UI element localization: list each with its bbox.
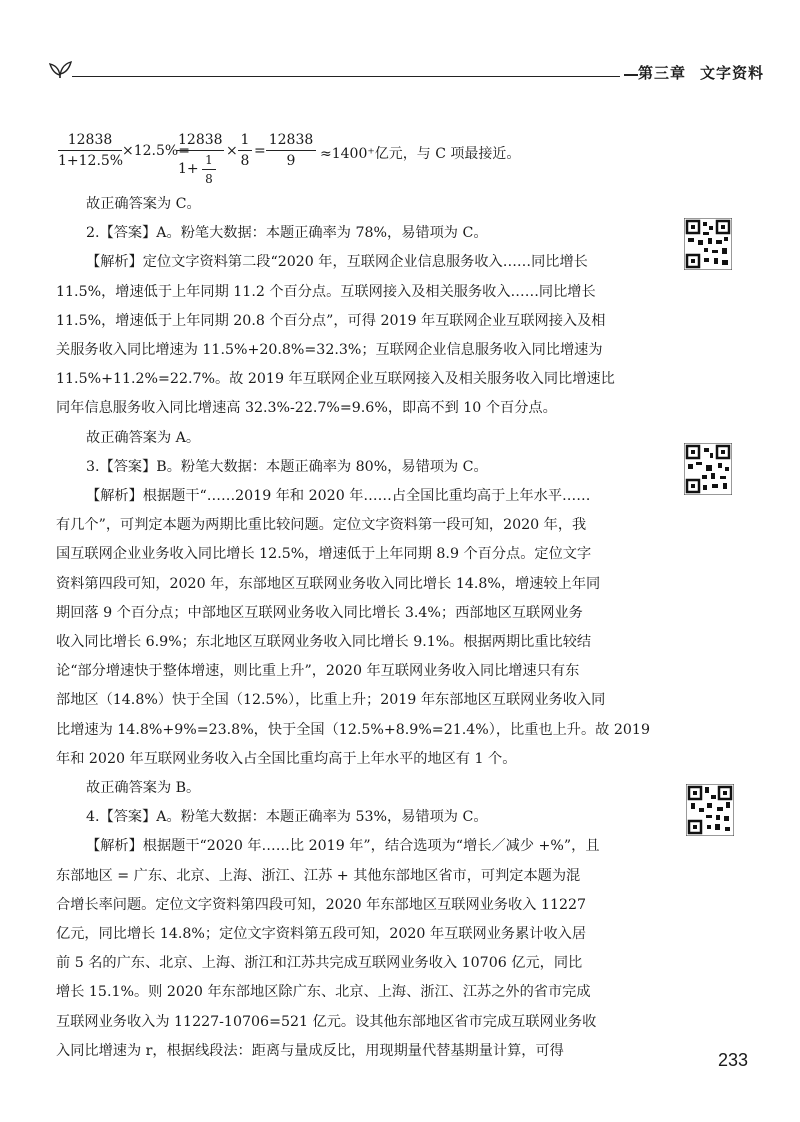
fraction-1: 12838 1+12.5% xyxy=(58,132,124,169)
text-line: 11.5%，增速低于上年同期 20.8 个百分点”，可得 2019 年互联网企业互联网接入及相 xyxy=(56,312,606,329)
text-line: 故正确答案为 B。 xyxy=(86,780,201,797)
text-line: 合增长率问题。定位文字资料第四段可知，2020 年东部地区互联网业务收入 11227 xyxy=(56,896,587,913)
text-line: 2.【答案】A。粉笔大数据：本题正确率为 78%，易错项为 C。 xyxy=(86,225,488,242)
text-line: 部地区（14.8%）快于全国（12.5%），比重上升；2019 年东部地区互联网业务收入同 xyxy=(56,692,606,709)
formula-equals: = xyxy=(254,143,266,159)
header-dash xyxy=(624,74,638,76)
text-line: 东部地区 = 广东、北京、上海、浙江、江苏 + 其他东部地区省市，可判定本题为混 xyxy=(56,867,581,884)
text-line: 增长 15.1%。则 2020 年东部地区除广东、北京、上海、浙江、江苏之外的省市完成 xyxy=(56,984,591,1001)
text-line: 国互联网企业业务收入同比增长 12.5%，增速低于上年同期 8.9 个百分点。定位文字 xyxy=(56,546,592,563)
text-line: 3.【答案】B。粉笔大数据：本题正确率为 80%，易错项为 C。 xyxy=(86,458,488,475)
qr-code-icon[interactable] xyxy=(684,218,732,270)
text-line: 【解析】根据题干“……2019 年和 2020 年……占全国比重均高于上年水平…… xyxy=(86,488,591,505)
formula-line xyxy=(58,120,658,195)
leaf-icon xyxy=(46,58,74,84)
text-line: 11.5%，增速低于上年同期 11.2 个百分点。互联网接入及相关服务收入……同比增长 xyxy=(56,283,596,300)
chapter-number: 第三章 xyxy=(638,64,687,82)
text-line: 4.【答案】A。粉笔大数据：本题正确率为 53%，易错项为 C。 xyxy=(86,809,488,826)
text-line: 期回落 9 个百分点；中部地区互联网业务收入同比增长 3.4%；西部地区互联网业务 xyxy=(56,604,583,621)
text-line: 收入同比增长 6.9%；东北地区互联网业务收入同比增长 9.1%。根据两期比重比较结 xyxy=(56,634,592,651)
text-line: 资料第四段可知，2020 年，东部地区互联网业务收入同比增长 14.8%，增速较上年同 xyxy=(56,575,601,592)
text-line: 年和 2020 年互联网业务收入占全国比重均高于上年水平的地区有 1 个。 xyxy=(56,750,517,767)
text-line: 前 5 名的广东、北京、上海、浙江和江苏共完成互联网业务收入 10706 亿元，同比 xyxy=(56,955,583,972)
text-line: 【解析】根据题干“2020 年……比 2019 年”，结合选项为“增长／减少 +%”，且 xyxy=(86,838,600,855)
text-line: 亿元，同比增长 14.8%；定位文字资料第五段可知，2020 年互联网业务累计收入居 xyxy=(56,926,587,943)
header-rule xyxy=(72,76,620,77)
text-line: 同年信息服务收入同比增速高 32.3%-22.7%=9.6%，即高不到 10 个百分点。 xyxy=(56,400,557,417)
text-line: 论“部分增速快于整体增速，则比重上升”，2020 年互联网业务收入同比增速只有东 xyxy=(56,663,580,680)
text-line: 关服务收入同比增速为 11.5%+20.8%=32.3%；互联网企业信息服务收入同比增速为 xyxy=(56,342,603,359)
chapter-title: 文字资料 xyxy=(700,64,765,82)
qr-code-icon[interactable] xyxy=(684,443,732,495)
page-header xyxy=(40,58,770,88)
text-line: 故正确答案为 A。 xyxy=(86,429,201,446)
text-line: 故正确答案为 C。 xyxy=(86,196,201,212)
fraction-4: 12838 9 xyxy=(266,132,316,169)
text-line: 【解析】定位文字资料第二段“2020 年，互联网企业信息服务收入……同比增长 xyxy=(86,254,588,271)
chapter-heading xyxy=(638,62,764,83)
formula-times-2: × xyxy=(226,143,238,159)
page-number: 233 xyxy=(718,1050,749,1070)
qr-code-icon[interactable] xyxy=(686,784,734,836)
text-line: 入同比增速为 r，根据线段法：距离与量成反比，用现期量代替基期量计算，可得 xyxy=(56,1042,564,1059)
text-line: 11.5%+11.2%=22.7%。故 2019 年互联网企业互联网接入及相关服务收入同比增速比 xyxy=(56,371,615,388)
text-line: 有几个”，可判定本题为两期比重比较问题。定位文字资料第一段可知，2020 年，我 xyxy=(56,517,587,534)
solution-text xyxy=(56,190,686,1066)
formula-times: ×12.5%= xyxy=(122,143,190,159)
text-line: 互联网业务收入为 11227-10706=521 亿元。设其他东部地区省市完成互联网业务收 xyxy=(56,1013,597,1030)
fraction-2: 12838 1+ 1 8 xyxy=(178,132,223,186)
text-line: 比增速为 14.8%+9%=23.8%，快于全国（12.5%+8.9%=21.4%），比重也上升。故 2019 xyxy=(56,721,650,738)
formula-result: ≈1400⁺亿元，与 C 项最接近。 xyxy=(320,146,521,162)
fraction-3: 1 8 xyxy=(238,132,252,169)
